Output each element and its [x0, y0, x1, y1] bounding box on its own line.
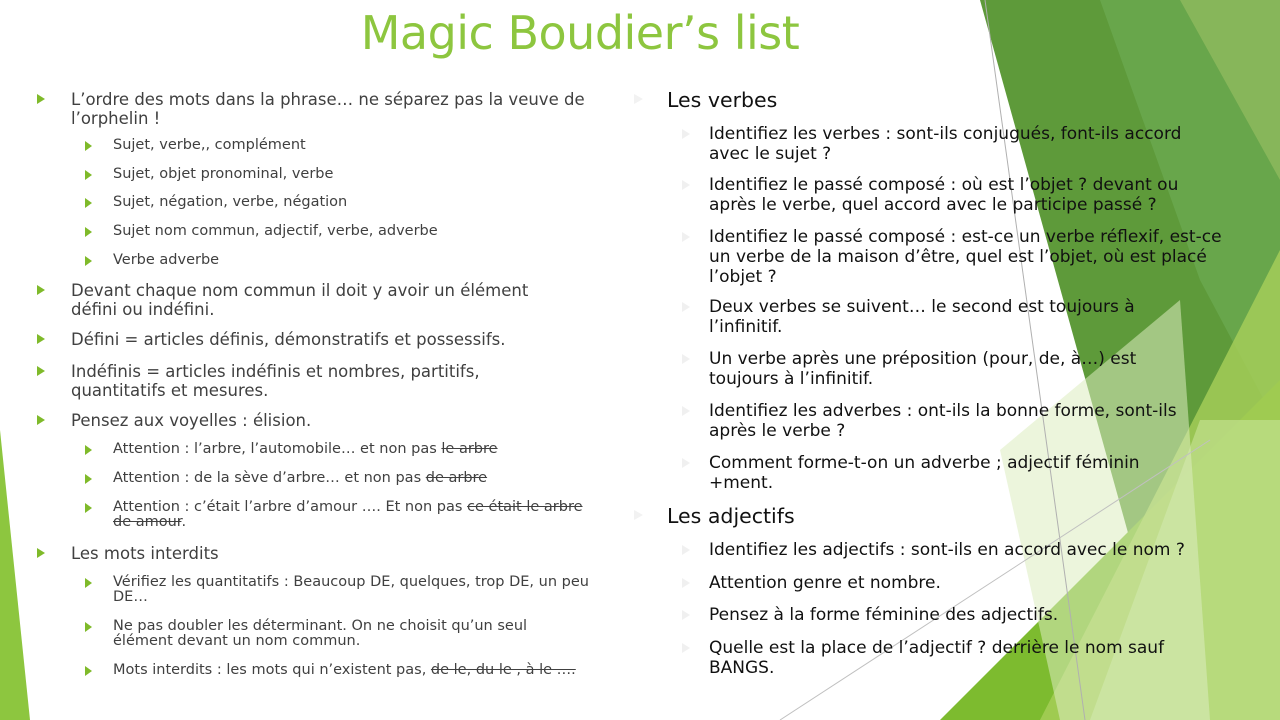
- triangle-bullet-icon: [682, 129, 690, 139]
- triangle-bullet-icon: [682, 354, 690, 364]
- triangle-bullet-icon: [37, 366, 45, 376]
- triangle-bullet-icon: [37, 415, 45, 425]
- triangle-bullet-icon: [634, 94, 643, 104]
- triangle-bullet-icon: [37, 285, 45, 295]
- triangle-bullet-icon: [634, 510, 643, 520]
- triangle-bullet-icon: [85, 170, 92, 180]
- triangle-bullet-icon: [682, 180, 690, 190]
- triangle-bullet-icon: [85, 474, 92, 484]
- triangle-bullet-icon: [682, 232, 690, 242]
- triangle-bullet-icon: [682, 406, 690, 416]
- triangle-bullet-icon: [85, 256, 92, 266]
- triangle-bullet-icon: [85, 503, 92, 513]
- triangle-bullet-icon: [682, 643, 690, 653]
- triangle-bullet-icon: [682, 578, 690, 588]
- page-title: Magic Boudier’s list: [360, 6, 800, 60]
- triangle-bullet-icon: [85, 445, 92, 455]
- triangle-bullet-icon: [85, 227, 92, 237]
- triangle-bullet-icon: [85, 666, 92, 676]
- triangle-bullet-icon: [37, 548, 45, 558]
- triangle-bullet-icon: [682, 545, 690, 555]
- triangle-bullet-icon: [85, 578, 92, 588]
- triangle-bullet-icon: [85, 141, 92, 151]
- triangle-bullet-icon: [37, 94, 45, 104]
- triangle-bullet-icon: [682, 610, 690, 620]
- triangle-bullet-icon: [682, 458, 690, 468]
- triangle-bullet-icon: [85, 198, 92, 208]
- triangle-bullet-icon: [85, 622, 92, 632]
- triangle-bullet-icon: [37, 334, 45, 344]
- triangle-bullet-icon: [682, 302, 690, 312]
